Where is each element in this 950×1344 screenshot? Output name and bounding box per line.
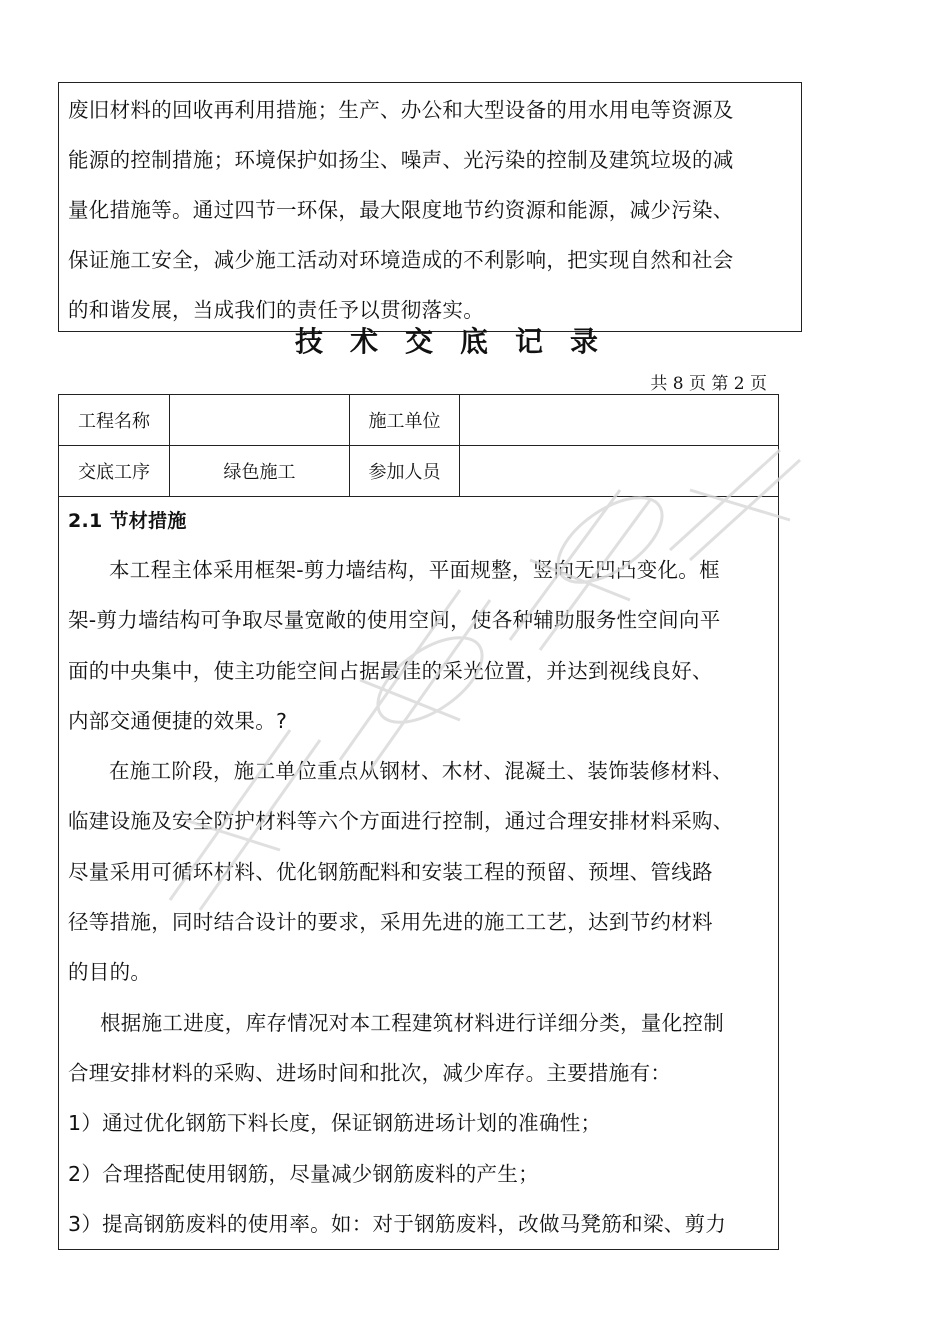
header-row-2 <box>59 446 779 497</box>
continuation-line: 量化措施等。通过四节一环保，最大限度地节约资源和能源，减少污染、 <box>68 198 734 222</box>
page-info: 共 8 页 第 2 页 <box>650 374 767 394</box>
procedure-label: 交底工序 <box>59 446 170 497</box>
disclosure-content <box>59 497 779 1250</box>
section-heading: 2.1 节材措施 <box>68 510 187 532</box>
body-line: 内部交通便捷的效果。? <box>68 708 288 733</box>
continuation-line: 保证施工安全，减少施工活动对环境造成的不利影响，把实现自然和社会 <box>68 248 734 272</box>
previous-page-continuation-box <box>58 82 802 332</box>
body-line: 1）通过优化钢筋下料长度，保证钢筋进场计划的准确性； <box>68 1111 602 1136</box>
project-name-value <box>170 395 350 446</box>
body-line: 架-剪力墙结构可争取尽量宽敞的使用空间，使各种辅助服务性空间向平 <box>68 608 721 633</box>
procedure-value: 绿色施工 <box>170 446 350 497</box>
continuation-line: 能源的控制措施；环境保护如扬尘、噪声、光污染的控制及建筑垃圾的减 <box>68 148 734 172</box>
construction-unit-label: 施工单位 <box>350 395 460 446</box>
body-line: 2）合理搭配使用钢筋，尽量减少钢筋废料的产生； <box>68 1161 539 1186</box>
body-line: 在施工阶段，施工单位重点从钢材、木材、混凝土、装饰装修材料、 <box>109 759 733 784</box>
body-line: 合理安排材料的采购、进场时间和批次，减少库存。主要措施有： <box>68 1060 672 1085</box>
body-line: 临建设施及安全防护材料等六个方面进行控制，通过合理安排材料采购、 <box>68 809 734 834</box>
body-line: 本工程主体采用框架-剪力墙结构，平面规整，竖向无凹凸变化。框 <box>109 558 720 582</box>
header-row-1 <box>59 395 779 446</box>
participants-label: 参加人员 <box>350 446 460 497</box>
continuation-line: 废旧材料的回收再利用措施；生产、办公和大型设备的用水用电等资源及 <box>68 98 734 122</box>
participants-value <box>460 446 779 497</box>
body-line: 根据施工进度，库存情况对本工程建筑材料进行详细分类，量化控制 <box>100 1010 724 1035</box>
construction-unit-value <box>460 395 779 446</box>
body-line: 径等措施，同时结合设计的要求，采用先进的施工工艺，达到节约材料 <box>68 910 713 935</box>
document-title: 技术交底记录 <box>294 325 625 358</box>
body-line: 尽量采用可循环材料、优化钢筋配料和安装工程的预留、预埋、管线路 <box>68 859 713 884</box>
project-name-label: 工程名称 <box>59 395 170 446</box>
disclosure-record-table <box>58 394 779 1250</box>
continuation-line: 的和谐发展，当成我们的责任予以贯彻落实。 <box>68 298 484 322</box>
body-row <box>59 497 779 1250</box>
body-line: 的目的。 <box>68 960 152 985</box>
body-line: 3）提高钢筋废料的使用率。如：对于钢筋废料，改做马凳筋和梁、剪力 <box>68 1211 727 1236</box>
body-line: 面的中央集中，使主功能空间占据最佳的采光位置，并达到视线良好、 <box>68 658 713 683</box>
